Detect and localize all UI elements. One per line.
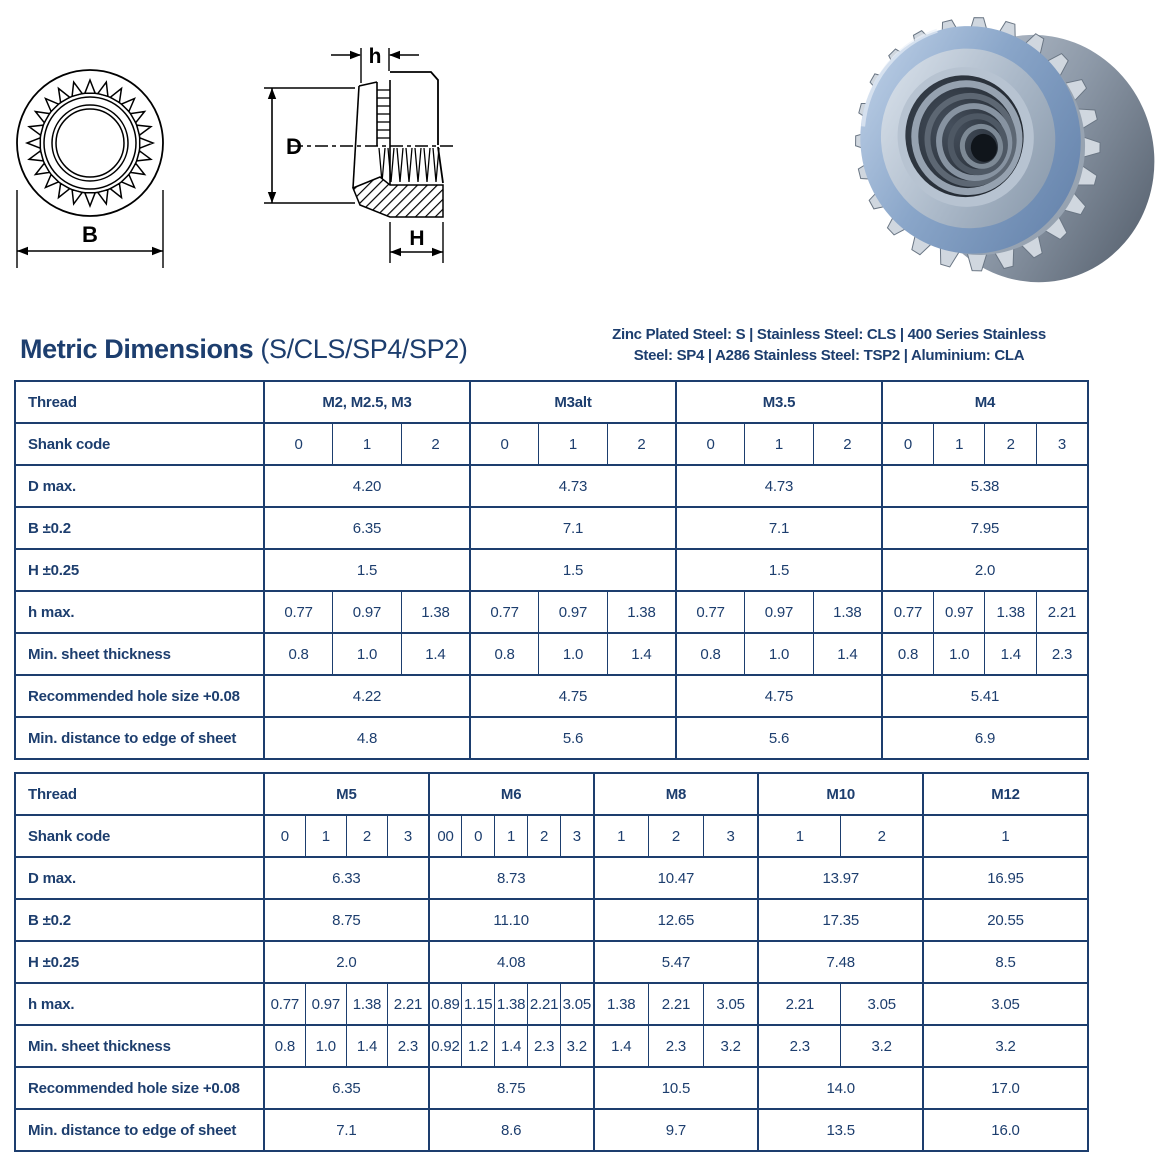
value-cell: 3.05 xyxy=(841,983,923,1025)
value-cell: 2.3 xyxy=(1036,633,1088,675)
shank-code-cell: 2 xyxy=(528,815,561,857)
value-cell: 0.92 xyxy=(429,1025,462,1067)
value-cell: 1.38 xyxy=(813,591,882,633)
arrowhead xyxy=(152,247,163,255)
row-label: Thread xyxy=(15,381,264,423)
value-cell: 12.65 xyxy=(594,899,759,941)
value-cell: 17.0 xyxy=(923,1067,1088,1109)
shank-code-cell: 2 xyxy=(607,423,676,465)
value-cell: 3.2 xyxy=(841,1025,923,1067)
front-view-drawing xyxy=(5,18,230,280)
value-cell: 14.0 xyxy=(758,1067,923,1109)
row-label: Min. distance to edge of sheet xyxy=(15,1109,264,1151)
arrowhead xyxy=(432,248,443,256)
value-cell: 5.38 xyxy=(882,465,1088,507)
metric-table-large-threads xyxy=(14,772,1089,1152)
dimensions-table-1 xyxy=(14,380,1089,760)
shank-code-cell: 0 xyxy=(470,423,539,465)
table-row-hole xyxy=(15,675,1088,717)
value-cell: 1.4 xyxy=(813,633,882,675)
row-label: D max. xyxy=(15,465,264,507)
value-cell: 0.77 xyxy=(264,983,305,1025)
table-row-h_cap xyxy=(15,549,1088,591)
row-label: D max. xyxy=(15,857,264,899)
product-photo xyxy=(828,2,1156,294)
table-row-edge xyxy=(15,1109,1088,1151)
value-cell: 7.1 xyxy=(676,507,882,549)
shank-code-cell: 0 xyxy=(264,815,305,857)
row-label: B ±0.2 xyxy=(15,899,264,941)
table-row-edge xyxy=(15,717,1088,759)
displacer-top-edge xyxy=(359,82,377,86)
value-cell: 6.35 xyxy=(264,507,470,549)
row-label: Min. sheet thickness xyxy=(15,1025,264,1067)
value-cell: 4.73 xyxy=(470,465,676,507)
section-view-drawing xyxy=(260,25,500,290)
value-cell: 4.75 xyxy=(470,675,676,717)
arrowhead xyxy=(268,192,276,203)
value-cell: 11.10 xyxy=(429,899,594,941)
value-cell: 0.97 xyxy=(333,591,402,633)
shank-code-cell: 1 xyxy=(539,423,608,465)
shank-code-cell: 1 xyxy=(745,423,814,465)
page-title xyxy=(20,334,467,365)
metric-table-small-threads xyxy=(14,380,1089,760)
thread-group-header: M12 xyxy=(923,773,1088,815)
value-cell: 3.2 xyxy=(561,1025,594,1067)
value-cell: 1.4 xyxy=(594,1025,649,1067)
value-cell: 20.55 xyxy=(923,899,1088,941)
value-cell: 1.15 xyxy=(462,983,495,1025)
value-cell: 2.21 xyxy=(758,983,840,1025)
value-cell: 16.95 xyxy=(923,857,1088,899)
displacer-left-edge xyxy=(353,86,359,188)
table-row-min_sheet xyxy=(15,1025,1088,1067)
row-label: Min. sheet thickness xyxy=(15,633,264,675)
value-cell: 5.47 xyxy=(594,941,759,983)
serration-teeth xyxy=(27,80,153,206)
value-cell: 1.4 xyxy=(607,633,676,675)
shank-code-cell: 0 xyxy=(676,423,745,465)
row-label: Thread xyxy=(15,773,264,815)
value-cell: 2.21 xyxy=(1036,591,1088,633)
row-label: H ±0.25 xyxy=(15,549,264,591)
value-cell: 0.77 xyxy=(264,591,333,633)
page-title-paren: (S/CLS/SP4/SP2) xyxy=(253,334,468,364)
thread-group-header: M8 xyxy=(594,773,759,815)
shank-code-cell: 2 xyxy=(813,423,882,465)
value-cell: 0.8 xyxy=(676,633,745,675)
arrowhead xyxy=(389,51,400,59)
thread-group-header: M4 xyxy=(882,381,1088,423)
value-cell: 1.38 xyxy=(495,983,528,1025)
row-label: h max. xyxy=(15,591,264,633)
shank-code-cell: 1 xyxy=(933,423,985,465)
dim-label-h: h xyxy=(368,45,382,68)
shank-code-cell: 2 xyxy=(985,423,1037,465)
shank-code-cell: 3 xyxy=(1036,423,1088,465)
shank-code-cell: 1 xyxy=(305,815,346,857)
value-cell: 9.7 xyxy=(594,1109,759,1151)
row-label: Shank code xyxy=(15,815,264,857)
table-row-h_max xyxy=(15,591,1088,633)
arrowhead xyxy=(350,51,361,59)
row-label: Shank code xyxy=(15,423,264,465)
value-cell: 1.38 xyxy=(594,983,649,1025)
value-cell: 5.41 xyxy=(882,675,1088,717)
page-title-bold: Metric Dimensions xyxy=(20,334,254,364)
value-cell: 1.38 xyxy=(401,591,470,633)
value-cell: 4.8 xyxy=(264,717,470,759)
dimensions-table-2 xyxy=(14,772,1089,1152)
value-cell: 7.95 xyxy=(882,507,1088,549)
thread-group-header: M3.5 xyxy=(676,381,882,423)
value-cell: 1.4 xyxy=(495,1025,528,1067)
shank-code-cell: 1 xyxy=(594,815,649,857)
dim-label-H: H xyxy=(409,227,425,250)
value-cell: 1.5 xyxy=(264,549,470,591)
thread-group-header: M3alt xyxy=(470,381,676,423)
shank-code-cell: 3 xyxy=(703,815,758,857)
value-cell: 0.8 xyxy=(470,633,539,675)
shank-code-cell: 0 xyxy=(462,815,495,857)
material-codes-line2: Steel: SP4 | A286 Stainless Steel: TSP2 | Aluminium: CLA xyxy=(633,347,1025,364)
value-cell: 13.5 xyxy=(758,1109,923,1151)
value-cell: 3.2 xyxy=(703,1025,758,1067)
value-cell: 13.97 xyxy=(758,857,923,899)
value-cell: 0.8 xyxy=(264,1025,305,1067)
value-cell: 0.77 xyxy=(882,591,934,633)
value-cell: 0.97 xyxy=(539,591,608,633)
value-cell: 7.1 xyxy=(264,1109,429,1151)
value-cell: 8.75 xyxy=(264,899,429,941)
shank-code-cell: 1 xyxy=(333,423,402,465)
table-row-thread xyxy=(15,773,1088,815)
value-cell: 1.38 xyxy=(985,591,1037,633)
value-cell: 2.3 xyxy=(758,1025,840,1067)
value-cell: 1.4 xyxy=(401,633,470,675)
shank-code-cell: 0 xyxy=(264,423,333,465)
thread-group-header: M10 xyxy=(758,773,923,815)
row-label: h max. xyxy=(15,983,264,1025)
value-cell: 3.05 xyxy=(703,983,758,1025)
value-cell: 8.73 xyxy=(429,857,594,899)
shank-code-cell: 3 xyxy=(388,815,429,857)
dim-label-D: D xyxy=(286,134,302,159)
value-cell: 17.35 xyxy=(758,899,923,941)
value-cell: 10.47 xyxy=(594,857,759,899)
table-row-d_max xyxy=(15,857,1088,899)
value-cell: 16.0 xyxy=(923,1109,1088,1151)
value-cell: 6.33 xyxy=(264,857,429,899)
shank-code-cell: 0 xyxy=(882,423,934,465)
value-cell: 8.6 xyxy=(429,1109,594,1151)
row-label: Recommended hole size +0.08 xyxy=(15,1067,264,1109)
value-cell: 7.48 xyxy=(758,941,923,983)
value-cell: 4.08 xyxy=(429,941,594,983)
table-row-shank xyxy=(15,815,1088,857)
value-cell: 2.21 xyxy=(648,983,703,1025)
row-label: H ±0.25 xyxy=(15,941,264,983)
value-cell: 2.0 xyxy=(264,941,429,983)
value-cell: 6.35 xyxy=(264,1067,429,1109)
table-row-h_cap xyxy=(15,941,1088,983)
value-cell: 1.0 xyxy=(305,1025,346,1067)
value-cell: 3.05 xyxy=(923,983,1088,1025)
table-row-shank xyxy=(15,423,1088,465)
clinch-nut-render xyxy=(829,2,1156,294)
table-row-thread xyxy=(15,381,1088,423)
value-cell: 2.21 xyxy=(528,983,561,1025)
value-cell: 0.97 xyxy=(745,591,814,633)
thread-group-header: M5 xyxy=(264,773,429,815)
shank-code-cell: 1 xyxy=(758,815,840,857)
serration-ticks xyxy=(377,90,390,138)
pilot-circle xyxy=(44,97,136,189)
table-row-b xyxy=(15,899,1088,941)
value-cell: 7.1 xyxy=(470,507,676,549)
value-cell: 2.3 xyxy=(388,1025,429,1067)
value-cell: 0.97 xyxy=(305,983,346,1025)
value-cell: 8.75 xyxy=(429,1067,594,1109)
table-row-b xyxy=(15,507,1088,549)
bore-circle xyxy=(56,109,124,177)
value-cell: 1.0 xyxy=(745,633,814,675)
value-cell: 0.8 xyxy=(882,633,934,675)
shank-code-cell: 2 xyxy=(648,815,703,857)
value-cell: 2.0 xyxy=(882,549,1088,591)
shank-code-cell: 2 xyxy=(401,423,470,465)
value-cell: 5.6 xyxy=(676,717,882,759)
value-cell: 2.21 xyxy=(388,983,429,1025)
row-label: Min. distance to edge of sheet xyxy=(15,717,264,759)
value-cell: 1.0 xyxy=(933,633,985,675)
value-cell: 0.8 xyxy=(264,633,333,675)
shank-code-cell: 2 xyxy=(346,815,387,857)
dim-label-B: B xyxy=(82,222,98,247)
material-codes xyxy=(604,324,1054,366)
value-cell: 1.4 xyxy=(346,1025,387,1067)
value-cell: 1.2 xyxy=(462,1025,495,1067)
value-cell: 4.75 xyxy=(676,675,882,717)
value-cell: 6.9 xyxy=(882,717,1088,759)
value-cell: 4.73 xyxy=(676,465,882,507)
thread-profile xyxy=(379,148,439,182)
thread-major-circle xyxy=(52,105,128,181)
value-cell: 1.38 xyxy=(346,983,387,1025)
arrowhead xyxy=(17,247,28,255)
section-hatch xyxy=(353,177,443,217)
value-cell: 1.0 xyxy=(333,633,402,675)
thread-group-header: M2, M2.5, M3 xyxy=(264,381,470,423)
table-row-hole xyxy=(15,1067,1088,1109)
arrowhead xyxy=(268,88,276,99)
shank-code-cell: 00 xyxy=(429,815,462,857)
table-row-h_max xyxy=(15,983,1088,1025)
body-outline xyxy=(390,72,438,145)
value-cell: 0.97 xyxy=(933,591,985,633)
value-cell: 1.5 xyxy=(470,549,676,591)
value-cell: 10.5 xyxy=(594,1067,759,1109)
value-cell: 1.0 xyxy=(539,633,608,675)
thread-group-header: M6 xyxy=(429,773,594,815)
value-cell: 3.2 xyxy=(923,1025,1088,1067)
value-cell: 2.3 xyxy=(528,1025,561,1067)
value-cell: 1.5 xyxy=(676,549,882,591)
value-cell: 1.4 xyxy=(985,633,1037,675)
value-cell: 0.89 xyxy=(429,983,462,1025)
value-cell: 4.22 xyxy=(264,675,470,717)
value-cell: 0.77 xyxy=(676,591,745,633)
shank-code-cell: 2 xyxy=(841,815,923,857)
value-cell: 8.5 xyxy=(923,941,1088,983)
shank-code-cell: 1 xyxy=(923,815,1088,857)
value-cell: 1.38 xyxy=(607,591,676,633)
material-codes-line1: Zinc Plated Steel: S | Stainless Steel: CLS | 400 Series Stainless xyxy=(612,326,1046,343)
shank-code-cell: 1 xyxy=(495,815,528,857)
row-label: Recommended hole size +0.08 xyxy=(15,675,264,717)
row-label: B ±0.2 xyxy=(15,507,264,549)
value-cell: 5.6 xyxy=(470,717,676,759)
value-cell: 2.3 xyxy=(648,1025,703,1067)
shank-code-cell: 3 xyxy=(561,815,594,857)
table-row-min_sheet xyxy=(15,633,1088,675)
value-cell: 0.77 xyxy=(470,591,539,633)
value-cell: 3.05 xyxy=(561,983,594,1025)
value-cell: 4.20 xyxy=(264,465,470,507)
table-row-d_max xyxy=(15,465,1088,507)
arrowhead xyxy=(390,248,401,256)
